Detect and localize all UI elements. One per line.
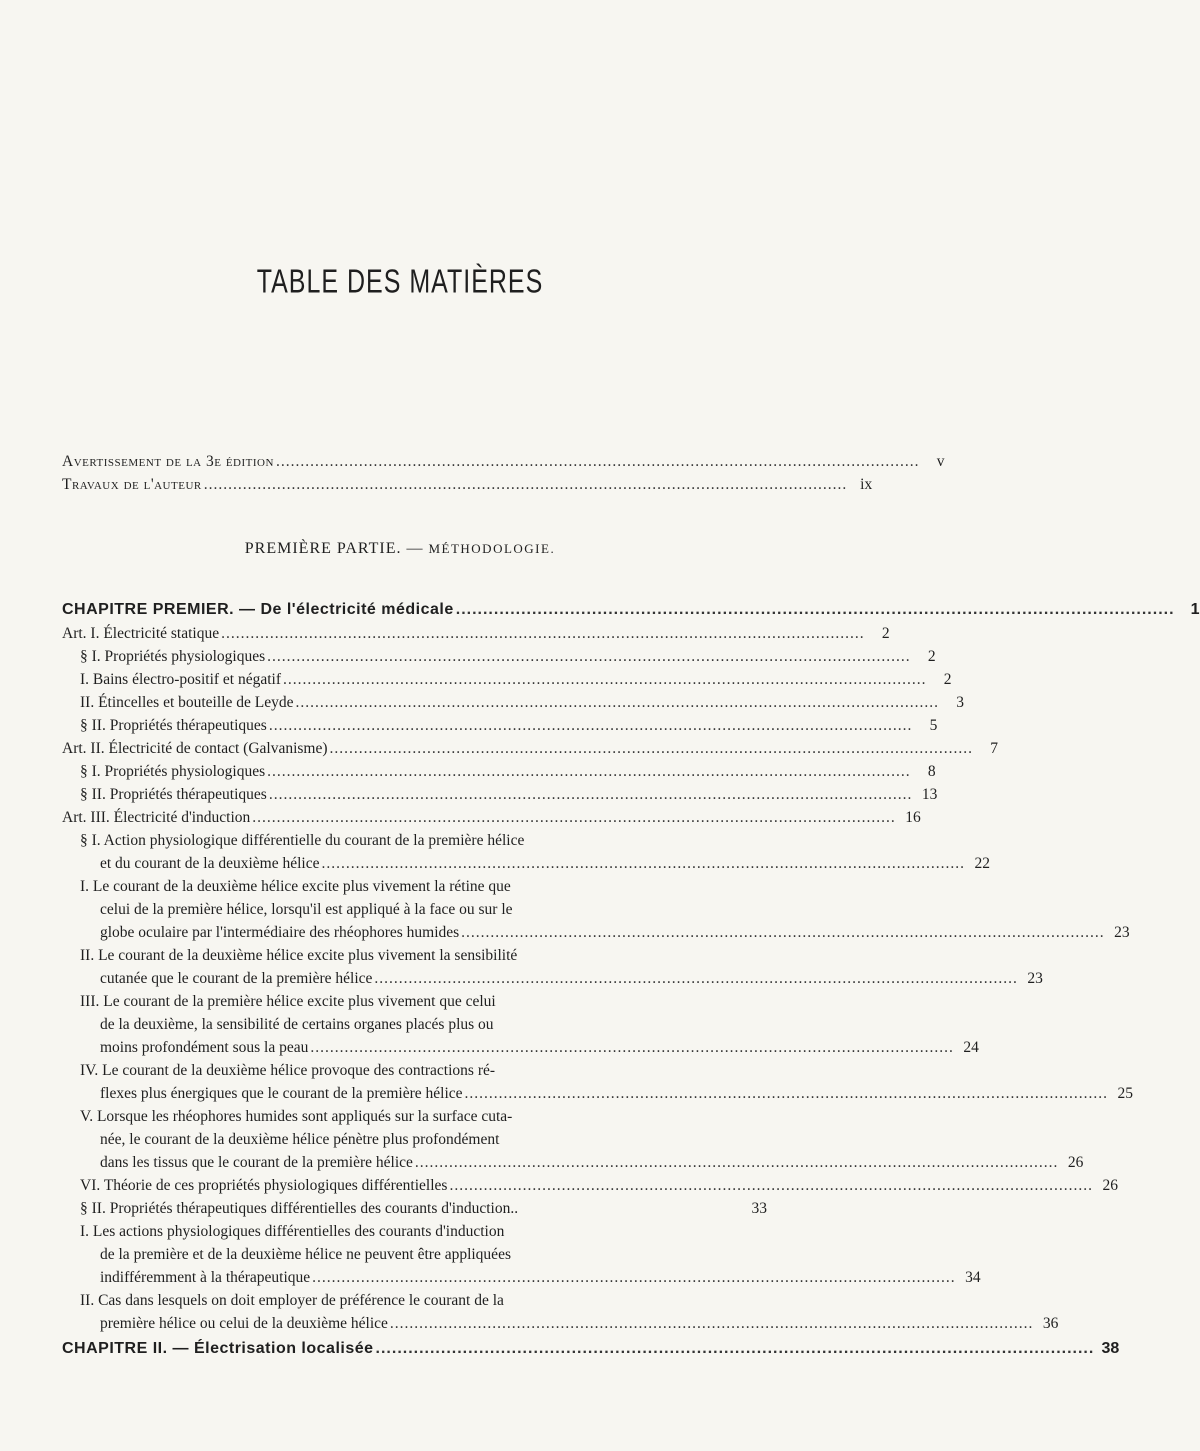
toc-label: I. Bains électro-positif et négatif xyxy=(80,671,282,688)
toc-entry-art3-s2-i-line1: I. Les actions physiologiques différentielles des courants d'induction xyxy=(80,1223,505,1240)
toc-label: moins profondément sous la peau xyxy=(100,1039,309,1056)
leader-dots: .................................................................................................................................... xyxy=(321,855,965,872)
leader-dots: .................................................................................................................................... xyxy=(374,970,1018,987)
toc-page: 22 xyxy=(974,855,990,872)
toc-entry-art3-s2-ii[interactable] xyxy=(100,1314,1059,1334)
toc-page: 38 xyxy=(1101,1340,1120,1357)
toc-label: § II. Propriétés thérapeutiques différentielles des courants d'induction.. xyxy=(80,1200,519,1217)
leader-dots: .................................................................................................................................... xyxy=(389,1315,1034,1332)
toc-page: 36 xyxy=(1042,1315,1059,1332)
toc-entry-art3-s1[interactable] xyxy=(100,854,990,874)
leader-dots: .................................................................................................................................... xyxy=(252,809,896,826)
toc-page: 16 xyxy=(905,809,921,826)
leader-dots: .................................................................................................................................... xyxy=(414,1154,1059,1171)
toc-page: 2 xyxy=(881,625,890,642)
leader-dots: .................................................................................................................................... xyxy=(268,786,913,803)
leader-dots: .................................................................................................................................... xyxy=(268,717,913,734)
part-heading xyxy=(0,540,800,558)
toc-page: 25 xyxy=(1117,1085,1134,1102)
toc-entry-art3-s1-i[interactable] xyxy=(100,923,1130,943)
page-title: TABLE DES MATIÈRES xyxy=(256,263,544,301)
toc-chapter-1[interactable] xyxy=(62,600,1200,620)
toc-page: 8 xyxy=(927,763,936,780)
toc-entry-art3-s1-v-line2: née, le courant de la deuxième hélice pénètre plus profondément xyxy=(100,1131,500,1148)
chapter-title: CHAPITRE II. — Électrisation localisée xyxy=(62,1340,374,1357)
toc-entry-art3-s1-ii[interactable] xyxy=(100,969,1043,989)
toc-entry-art3-s2-ii-line1: II. Cas dans lesquels on doit employer de préférence le courant de la xyxy=(80,1292,504,1309)
toc-page: 33 xyxy=(751,1200,767,1217)
toc-label: première hélice ou celui de la deuxième hélice xyxy=(100,1315,388,1332)
toc-label: Art. I. Électricité statique xyxy=(62,625,220,642)
toc-page: 2 xyxy=(927,648,936,665)
toc-page: 2 xyxy=(943,671,952,688)
toc-chapter-2[interactable] xyxy=(62,1339,1120,1359)
toc-label: II. Étincelles et bouteille de Leyde xyxy=(80,694,294,711)
toc-page: 26 xyxy=(1102,1177,1118,1194)
toc-page: 13 xyxy=(921,786,938,803)
toc-entry-avertissement[interactable] xyxy=(62,452,945,472)
toc-page: v xyxy=(936,453,945,470)
toc-entry-art3-s1-v-line1: V. Lorsque les rhéophores humides sont appliqués sur la surface cuta- xyxy=(80,1108,513,1125)
toc-label: cutanée que le courant de la première hélice xyxy=(100,970,373,987)
toc-entry-art3-s1-i-line2: celui de la première hélice, lorsqu'il est appliqué à la face ou sur le xyxy=(100,901,513,918)
toc-page: 24 xyxy=(963,1039,979,1056)
leader-dots: .................................................................................................................................... xyxy=(267,648,911,665)
toc-entry-art1-s1-i[interactable] xyxy=(80,670,952,690)
leader-dots: .................................................................................................................................... xyxy=(267,763,911,780)
leader-dots: .................................................................................................................................... xyxy=(375,1340,1095,1357)
toc-label: dans les tissus que le courant de la première hélice xyxy=(100,1154,413,1171)
chapter-title: CHAPITRE PREMIER. — De l'électricité médicale xyxy=(62,601,454,618)
leader-dots: .................................................................................................................................... xyxy=(203,476,848,493)
toc-page: ix xyxy=(860,476,873,493)
toc-entry-art3-s1-v[interactable] xyxy=(100,1153,1084,1173)
leader-dots: .................................................................................................................................... xyxy=(310,1039,954,1056)
toc-entry-art3-s1-ii-line1: II. Le courant de la deuxième hélice excite plus vivement la sensibilité xyxy=(80,947,518,964)
toc-entry-art1-s1-ii[interactable] xyxy=(80,693,964,713)
leader-dots: .................................................................................................................................... xyxy=(295,694,939,711)
toc-label: § I. Propriétés physiologiques xyxy=(80,763,266,780)
toc-entry-art3-s1-iii[interactable] xyxy=(100,1038,979,1058)
part-subtitle: MÉTHODOLOGIE. xyxy=(428,541,556,556)
toc-entry-art1-s2[interactable] xyxy=(80,716,938,736)
toc-page: 5 xyxy=(929,717,938,734)
toc-entry-travaux[interactable] xyxy=(62,475,873,495)
leader-dots: .................................................................................................................................... xyxy=(329,740,974,757)
toc-page: 23 xyxy=(1027,970,1043,987)
toc-label: Art. II. Électricité de contact (Galvanisme) xyxy=(62,740,328,757)
toc-label: VI. Théorie de ces propriétés physiologiques différentielles xyxy=(80,1177,448,1194)
toc-label: globe oculaire par l'intermédiaire des rhéophores humides xyxy=(100,924,460,941)
toc-entry-art3-s2[interactable] xyxy=(80,1199,767,1219)
toc-label: Avertissement de la 3e édition xyxy=(62,453,274,470)
leader-dots: .................................................................................................................................... xyxy=(275,453,920,470)
leader-dots: .................................................................................................................................... xyxy=(449,1177,1093,1194)
toc-entry-art2[interactable] xyxy=(62,739,999,759)
toc-page: 3 xyxy=(956,694,964,711)
toc-entry-art1[interactable] xyxy=(62,624,890,644)
toc-entry-art3[interactable] xyxy=(62,808,921,828)
toc-label: et du courant de la deuxième hélice xyxy=(100,855,320,872)
toc-page: 26 xyxy=(1067,1154,1084,1171)
part-label: PREMIÈRE PARTIE. xyxy=(244,540,402,557)
leader-dots: .................................................................................................................................... xyxy=(221,625,865,642)
leader-dots: .................................................................................................................................... xyxy=(464,1085,1109,1102)
toc-entry-art3-s1-vi[interactable] xyxy=(80,1176,1118,1196)
toc-entry-art3-s1-line1: § I. Action physiologique différentielle du courant de la première hélice xyxy=(80,832,525,849)
toc-label: § II. Propriétés thérapeutiques xyxy=(80,786,267,803)
toc-entry-art2-s2[interactable] xyxy=(80,785,938,805)
toc-label: flexes plus énergiques que le courant de la première hélice xyxy=(100,1085,463,1102)
toc-entry-art3-s1-iii-line1: III. Le courant de la première hélice excite plus vivement que celui xyxy=(80,993,496,1010)
toc-label: indifféremment à la thérapeutique xyxy=(100,1269,311,1286)
toc-entry-art3-s1-iii-line2: de la deuxième, la sensibilité de certains organes placés plus ou xyxy=(100,1016,494,1033)
part-dash: — xyxy=(406,540,424,557)
toc-label: Art. III. Électricité d'induction xyxy=(62,809,251,826)
toc-page: 1 xyxy=(1190,601,1200,618)
toc-label: § II. Propriétés thérapeutiques xyxy=(80,717,267,734)
toc-entry-art2-s1[interactable] xyxy=(80,762,936,782)
toc-page: 34 xyxy=(965,1269,981,1286)
toc-label: § I. Propriétés physiologiques xyxy=(80,648,266,665)
leader-dots: .................................................................................................................................... xyxy=(312,1269,956,1286)
toc-page: 7 xyxy=(990,740,999,757)
toc-entry-art1-s1[interactable] xyxy=(80,647,936,667)
toc-entry-art3-s2-i[interactable] xyxy=(100,1268,981,1288)
toc-entry-art3-s1-iv-line1: IV. Le courant de la deuxième hélice provoque des contractions ré- xyxy=(80,1062,496,1079)
leader-dots: .................................................................................................................................... xyxy=(455,601,1175,618)
toc-page: 23 xyxy=(1114,924,1130,941)
toc-entry-art3-s2-i-line2: de la première et de la deuxième hélice ne peuvent être appliquées xyxy=(100,1246,511,1263)
toc-entry-art3-s1-i-line1: I. Le courant de la deuxième hélice excite plus vivement la rétine que xyxy=(80,878,511,895)
toc-label: Travaux de l'auteur xyxy=(62,476,202,493)
toc-entry-art3-s1-iv[interactable] xyxy=(100,1084,1134,1104)
leader-dots: .................................................................................................................................... xyxy=(283,671,927,688)
leader-dots: .................................................................................................................................... xyxy=(461,924,1105,941)
